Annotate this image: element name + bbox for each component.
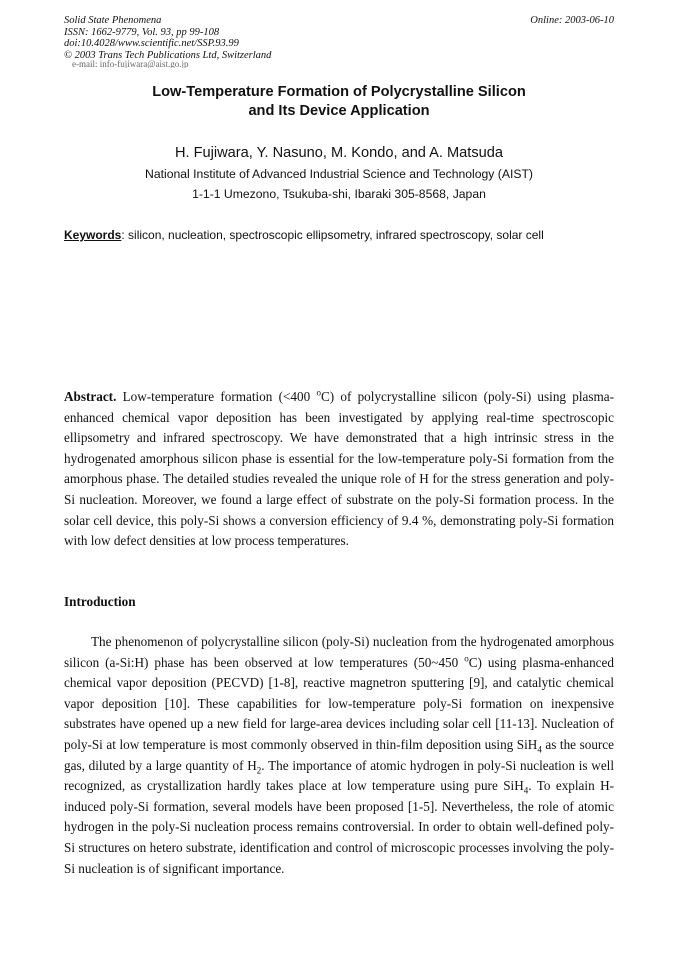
subscript: 2: [256, 765, 262, 776]
keywords-label: Keywords: [64, 228, 122, 242]
affiliation: National Institute of Advanced Industrial Science and Technology (AIST): [145, 167, 533, 181]
paper-title: [0, 83, 678, 121]
keywords-text: : silicon, nucleation, spectroscopic ellipsometry, infrared spectroscopy, solar cell: [121, 228, 544, 242]
authors: H. Fujiwara, Y. Nasuno, M. Kondo, and A. Matsuda: [174, 145, 503, 161]
abstract: [64, 387, 614, 552]
introduction-paragraph: [64, 632, 614, 879]
online-date: Online: 2003-06-10: [530, 15, 614, 26]
abstract-text-cont: C) of polycrystalline silicon (poly-Si) using plasma-enhanced chemical vapor deposition has been investigated by applying real-time spectroscopic ellipsometry and infrared spectroscopy. We have demonstrated that a high intrinsic stress in the hydrogenated amorphous silicon phase is essential for the low-temperature poly-Si formation from the amorphous phase. The detailed studies revealed the unique role of H for the stress generation and poly-Si nucleation. Moreover, we found a large effect of substrate on the poly-Si formation process. In the solar cell device, this poly-Si shows a conversion efficiency of 9.4 %, demonstrating poly-Si formation with low defect densities at low process temperatures.: [64, 389, 614, 549]
introduction-heading: Introduction: [64, 594, 136, 609]
copyright-line: © 2003 Trans Tech Publications Ltd, Switzerland: [64, 49, 272, 61]
subscript: 4: [537, 744, 542, 755]
subscript: 4: [523, 785, 529, 796]
degree-sup: o: [464, 653, 469, 664]
abstract-text: Low-temperature formation (<400: [116, 389, 317, 404]
title-line-2: and Its Device Application: [248, 103, 430, 119]
title-line-1: Low-Temperature Formation of Polycrystalline Silicon: [152, 84, 526, 100]
intro-text: . To explain H-induced poly-Si formation, several models have been proposed [1-5]. Nevertheless, the role of atomic hydrogen in the poly-Si nucleation process remains controversial. In order to obtain well-defined poly-Si structures on hetero substrate, identification and control of microscopic processes involving the poly-Si nucleation is of significant importance.: [64, 778, 614, 876]
intro-text: . The importance of atomic hydrogen in poly-Si nucleation is well recognized, as crystallization hardly takes place at low temperature using pure SiH: [64, 757, 615, 794]
abstract-label: Abstract.: [64, 389, 117, 404]
intro-text: as the source gas, diluted by a large quantity of H: [64, 736, 615, 773]
address: 1-1-1 Umezono, Tsukuba-shi, Ibaraki 305-8568, Japan: [192, 187, 486, 201]
journal-header: [64, 15, 271, 61]
intro-text: C) using plasma-enhanced chemical vapor deposition (PECVD) [1-8], reactive magnetron sputtering [9], and catalytic chemical vapor deposition [10]. These capabilities for low-temperature poly-Si formation on inexpensive substrates have opened up a new field for large-area devices including solar cell [11-13]. Nucleation of poly-Si at low temperature is most commonly observed in thin-film deposition using SiH: [64, 654, 614, 752]
email-line: e-mail: info-fujiwara@aist.go.jp: [72, 60, 189, 68]
journal-name: Solid State Phenomena: [64, 15, 162, 26]
degree-sup: o: [316, 387, 321, 398]
issn-line: ISSN: 1662-9779, Vol. 93, pp 99-108: [64, 26, 220, 38]
keywords: [64, 228, 544, 242]
doi-line: doi:10.4028/www.scientific.net/SSP.93.99: [64, 38, 239, 49]
intro-text: The phenomenon of polycrystalline silicon (poly-Si) nucleation from the hydrogenated amorphous silicon (a-Si:H) phase has been observed at low temperatures (50~450: [64, 634, 614, 670]
